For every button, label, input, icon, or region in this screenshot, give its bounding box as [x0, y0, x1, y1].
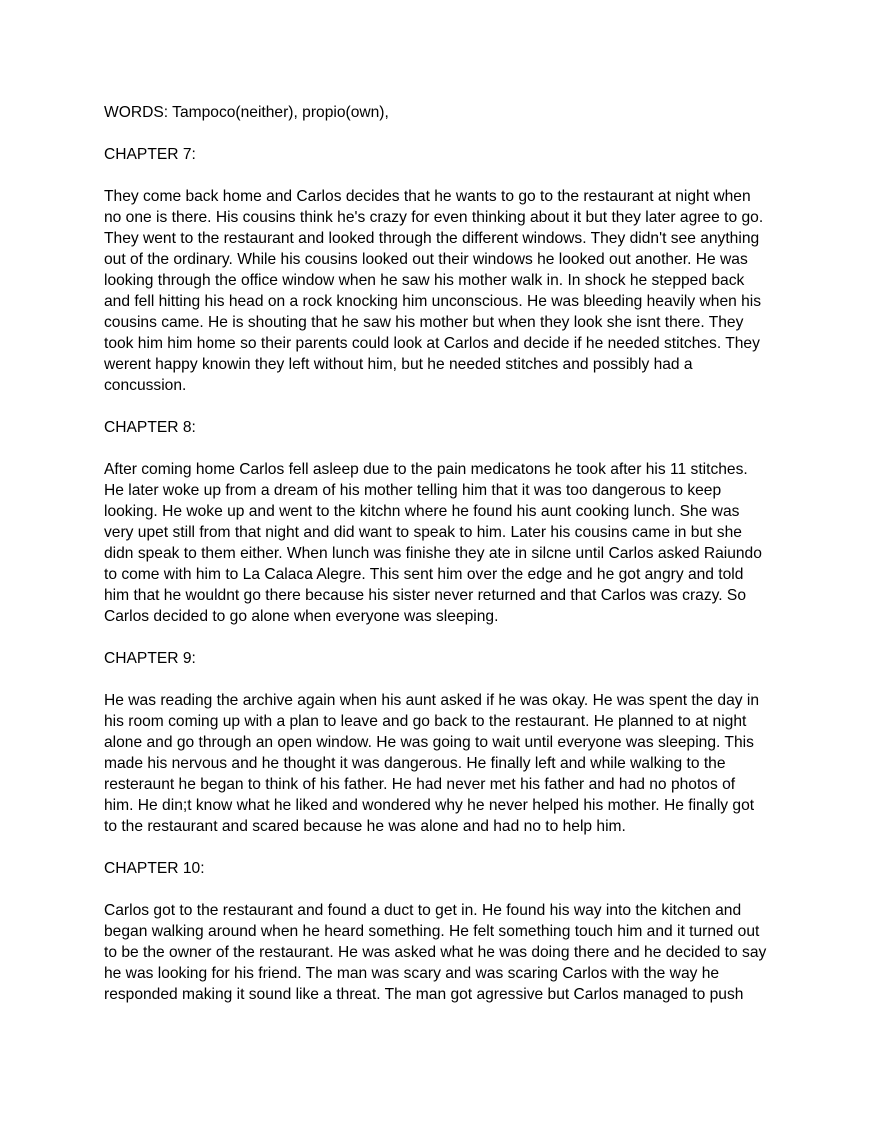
paragraph-line: to the restaurant and scared because he was alone and had no to help him. — [104, 818, 626, 835]
words-line: WORDS: Tampoco(neither), propio(own), — [104, 104, 389, 121]
chapters — [104, 144, 804, 1005]
paragraph-line: he was looking for his friend. The man was scary and was scaring Carlos with the way he — [104, 965, 720, 982]
paragraph-line: They come back home and Carlos decides that he wants to go to the restaurant at night when — [104, 188, 751, 205]
paragraph-line: looking. He woke up and went to the kitchn where he found his aunt cooking lunch. She was — [104, 503, 740, 520]
paragraph-line: After coming home Carlos fell asleep due to the pain medicatons he took after his 11 stitches. — [104, 461, 748, 478]
paragraph-line: concussion. — [104, 377, 187, 394]
paragraph-line: resteraunt he began to think of his father. He had never met his father and had no photos of — [104, 776, 736, 793]
chapter-paragraph — [104, 900, 804, 1005]
chapter-section — [104, 144, 804, 417]
chapter-paragraph — [104, 186, 804, 396]
paragraph-line: to come with him to La Calaca Alegre. This sent him over the edge and he got angry and told — [104, 566, 744, 583]
paragraph-line: Carlos decided to go alone when everyone was sleeping. — [104, 608, 499, 625]
chapter-heading: CHAPTER 9: — [104, 650, 196, 667]
paragraph-line: werent happy knowin they left without him, but he needed stitches and possibly had a — [104, 356, 693, 373]
paragraph-line: no one is there. His cousins think he's crazy for even thinking about it but they later agree to go. — [104, 209, 764, 226]
paragraph-line: very upet still from that night and did want to speak to him. Later his cousins came in but she — [104, 524, 742, 541]
paragraph-line: They went to the restaurant and looked through the different windows. They didn't see anything — [104, 230, 760, 247]
paragraph-line: didn speak to them either. When lunch was finishe they ate in silcne until Carlos asked Raiundo — [104, 545, 762, 562]
chapter-heading: CHAPTER 10: — [104, 860, 205, 877]
chapter-paragraph — [104, 459, 804, 627]
paragraph-line: him that he wouldnt go there because his sister never returned and that Carlos was crazy. So — [104, 587, 746, 604]
paragraph-line: and fell hitting his head on a rock knocking him unconscious. He was bleeding heavily when his — [104, 293, 762, 310]
paragraph-line: looking through the office window when he saw his mother walk in. In shock he stepped back — [104, 272, 745, 289]
paragraph-line: out of the ordinary. While his cousins looked out their windows he looked out another. He was — [104, 251, 748, 268]
paragraph-line: He later woke up from a dream of his mother telling him that it was too dangerous to keep — [104, 482, 722, 499]
paragraph-line: alone and go through an open window. He was going to wait until everyone was sleeping. This — [104, 734, 754, 751]
chapter-heading: CHAPTER 8: — [104, 419, 196, 436]
paragraph-line: him. He din;t know what he liked and wondered why he never helped his mother. He finally got — [104, 797, 755, 814]
chapter-heading: CHAPTER 7: — [104, 146, 196, 163]
chapter-section — [104, 648, 804, 858]
document-page — [104, 102, 804, 1005]
paragraph-line: He was reading the archive again when his aunt asked if he was okay. He was spent the day in — [104, 692, 760, 709]
paragraph-line: his room coming up with a plan to leave and go back to the restaurant. He planned to at night — [104, 713, 747, 730]
paragraph-line: began walking around when he heard something. He felt something touch him and it turned out — [104, 923, 760, 940]
paragraph-line: responded making it sound like a threat. The man got agressive but Carlos managed to push — [104, 986, 744, 1003]
paragraph-line: made his nervous and he thought it was dangerous. He finally left and while walking to the — [104, 755, 726, 772]
paragraph-line: to be the owner of the restaurant. He was asked what he was doing there and he decided to say — [104, 944, 767, 961]
paragraph-line: cousins came. He is shouting that he saw his mother but when they look she isnt there. They — [104, 314, 744, 331]
chapter-paragraph — [104, 690, 804, 837]
chapter-section — [104, 858, 804, 1005]
paragraph-line: Carlos got to the restaurant and found a duct to get in. He found his way into the kitchen and — [104, 902, 742, 919]
chapter-section — [104, 417, 804, 648]
paragraph-line: took him him home so their parents could look at Carlos and decide if he needed stitches. They — [104, 335, 760, 352]
